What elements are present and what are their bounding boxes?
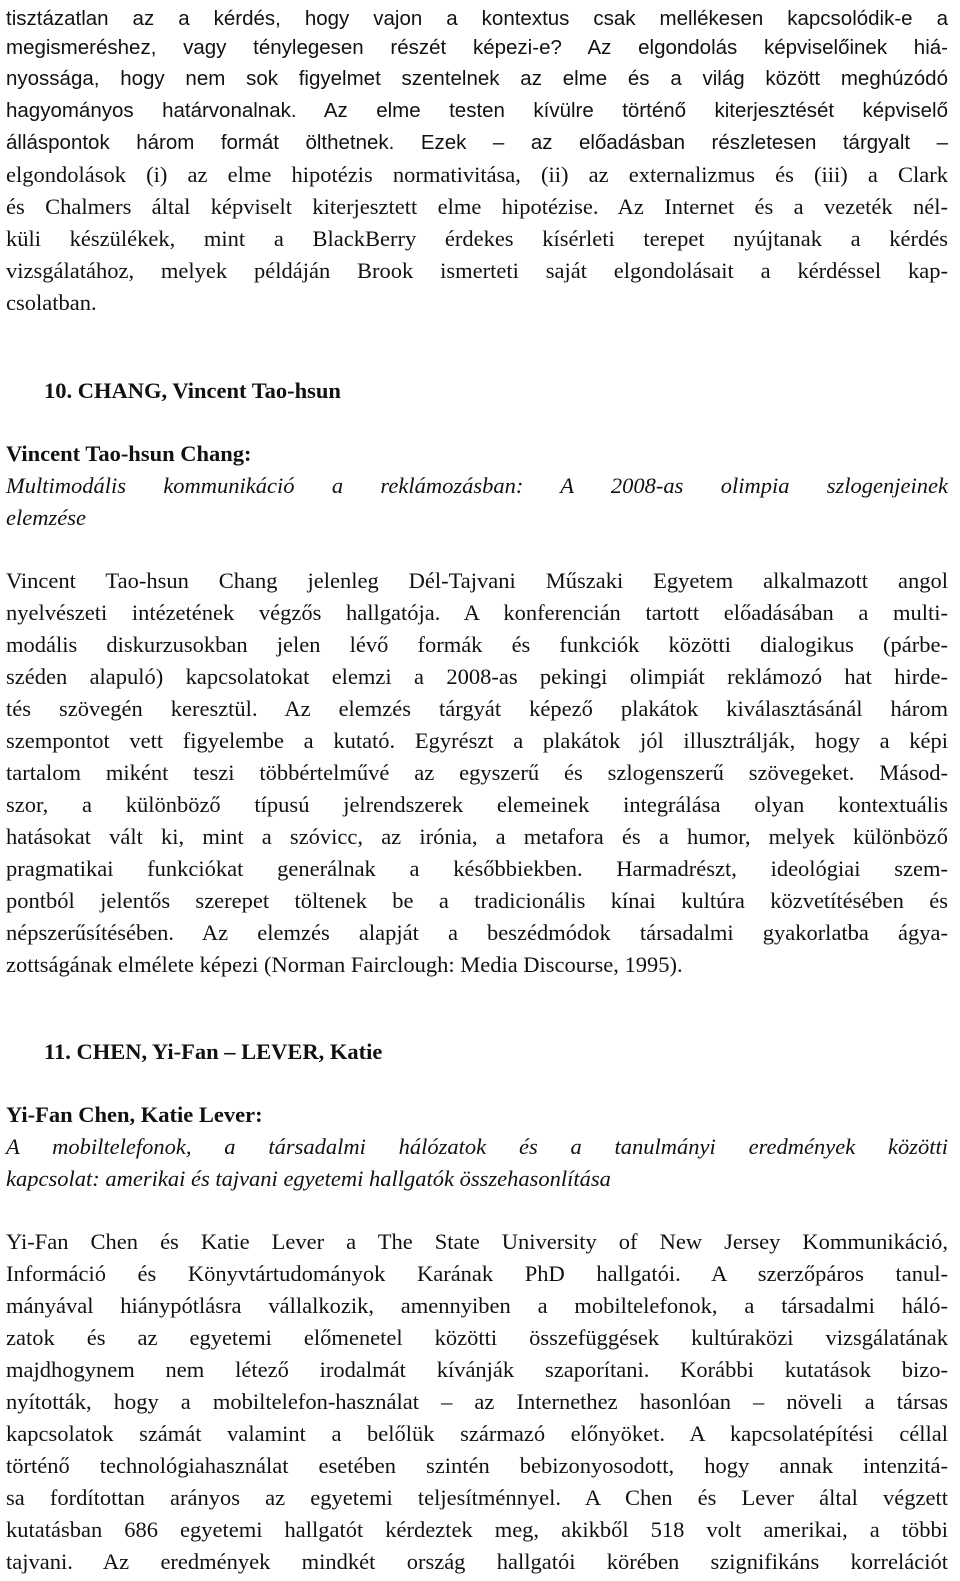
body-line: majdhogynem nem létező irodalmát kívánják szaporítani. Korábbi kutatások bizo- [6, 1357, 948, 1382]
abstract-title-line: Multimodális kommunikáció a reklámozásban: A 2008-as olimpia szlogenjeinek [6, 473, 948, 498]
body-line: népszerűsítésében. Az elemzés alapját a beszédmódok társadalmi gyakorlatba ágya- [6, 920, 948, 945]
intro-line: tisztázatlan az a kérdés, hogy vajon a kontextus csak mellékesen kapcsolódik-e a [6, 7, 948, 30]
body-line: pontból jelentős szerepet töltenek be a tradicionális kínai kultúra közvetítésében és [6, 888, 948, 913]
body-line: Yi-Fan Chen és Katie Lever a The State University of New Jersey Kommunikáció, [6, 1229, 948, 1254]
body-line: kapcsolatok számát valamint a belőlük származó előnyöket. A kapcsolatépítési céllal [6, 1421, 948, 1446]
body-line: zottságának elmélete képezi (Norman Fairclough: Media Discourse, 1995). [6, 952, 683, 977]
abstract-author: Vincent Tao-hsun Chang: [6, 441, 252, 466]
intro-line: megismeréshez, vagy ténylegesen részét képezi-e? Az elgondolás képviselőinek hiá- [6, 36, 948, 59]
body-line: nyították, hogy a mobiltelefon-használat – az Internethez hasonlóan – növeli a társas [6, 1389, 948, 1414]
intro-line: nyossága, hogy nem sok figyelmet szentelnek az elme és a világ között meghúzódó [6, 67, 948, 90]
abstract-author: Yi-Fan Chen, Katie Lever: [6, 1102, 263, 1127]
body-line: sa fordítottan arányos az egyetemi teljesítménnyel. A Chen és Lever által végzett [6, 1485, 948, 1510]
intro-line: és Chalmers által képviselt kiterjesztett elme hipotézise. Az Internet és a vezeték nél- [6, 194, 948, 219]
intro-line: álláspontok három formát ölthetnek. Ezek – az előadásban részletesen tárgyalt – [6, 131, 948, 154]
section-heading: 10. CHANG, Vincent Tao-hsun [44, 378, 341, 403]
section-heading: 11. CHEN, Yi-Fan – LEVER, Katie [44, 1039, 383, 1064]
body-line: modális diskurzusokban jelen lévő formák és funkciók közötti dialogikus (párbe- [6, 632, 948, 657]
intro-line: küli készülékek, mint a BlackBerry érdekes kísérleti terepet nyújtanak a kérdés [6, 226, 948, 251]
intro-line: elgondolások (i) az elme hipotézis normativitása, (ii) az externalizmus és (iii) a Clark [6, 162, 948, 187]
body-line: Vincent Tao-hsun Chang jelenleg Dél-Tajvani Műszaki Egyetem alkalmazott angol [6, 568, 948, 593]
body-line: széden alapuló) kapcsolatokat elemzi a 2008-as pekingi olimpiát reklámozó hat hirde- [6, 664, 948, 689]
body-line: Információ és Könyvtártudományok Karának PhD hallgatói. A szerzőpáros tanul- [6, 1261, 948, 1286]
body-line: zatok és az egyetemi előmenetel közötti összefüggések kultúraközi vizsgálatának [6, 1325, 948, 1350]
abstract-title-line: elemzése [6, 505, 86, 530]
body-line: hatásokat vált ki, mint a szóvicc, az irónia, a metafora és a humor, melyek különböző [6, 824, 948, 849]
body-line: kutatásban 686 egyetemi hallgatót kérdeztek meg, akikből 518 volt amerikai, a többi [6, 1517, 948, 1542]
abstract-title-line: kapcsolat: amerikai és tajvani egyetemi hallgatók összehasonlítása [6, 1166, 611, 1191]
body-line: pragmatikai funkciókat generálnak a későbbiekben. Harmadrészt, ideológiai szem- [6, 856, 948, 881]
abstract-title-line: A mobiltelefonok, a társadalmi hálózatok és a tanulmányi eredmények közötti [6, 1134, 948, 1159]
body-line: szor, a különböző típusú jelrendszerek elemeinek integrálása olyan kontextuális [6, 792, 948, 817]
intro-line: vizsgálatához, melyek példáján Brook ismerteti saját elgondolásait a kérdéssel kap- [6, 258, 948, 283]
body-line: tartalom miként teszi többértelművé az egyszerű és szlogenszerű szövegeket. Másod- [6, 760, 948, 785]
intro-line: hagyományos határvonalnak. Az elme testen kívülre történő kiterjesztését képviselő [6, 99, 948, 122]
body-line: nyelvészeti intézetének végzős hallgatója. A konferencián tartott előadásában a multi- [6, 600, 948, 625]
body-line: szempontot vett figyelembe a kutató. Egyrészt a plakátok jól illusztrálják, hogy a képi [6, 728, 948, 753]
body-line: történő technológiahasználat esetében szintén bebizonyosodott, hogy annak intenzitá- [6, 1453, 948, 1478]
intro-line: csolatban. [6, 290, 97, 315]
body-line: tajvani. Az eredmények mindkét ország hallgatói körében szignifikáns korrelációt [6, 1549, 948, 1574]
body-line: tés szövegén keresztül. Az elemzés tárgyát képező plakátok kiválasztásánál három [6, 696, 948, 721]
body-line: mányával hiánypótlásra vállalkozik, amennyiben a mobiltelefonok, a társadalmi háló- [6, 1293, 948, 1318]
